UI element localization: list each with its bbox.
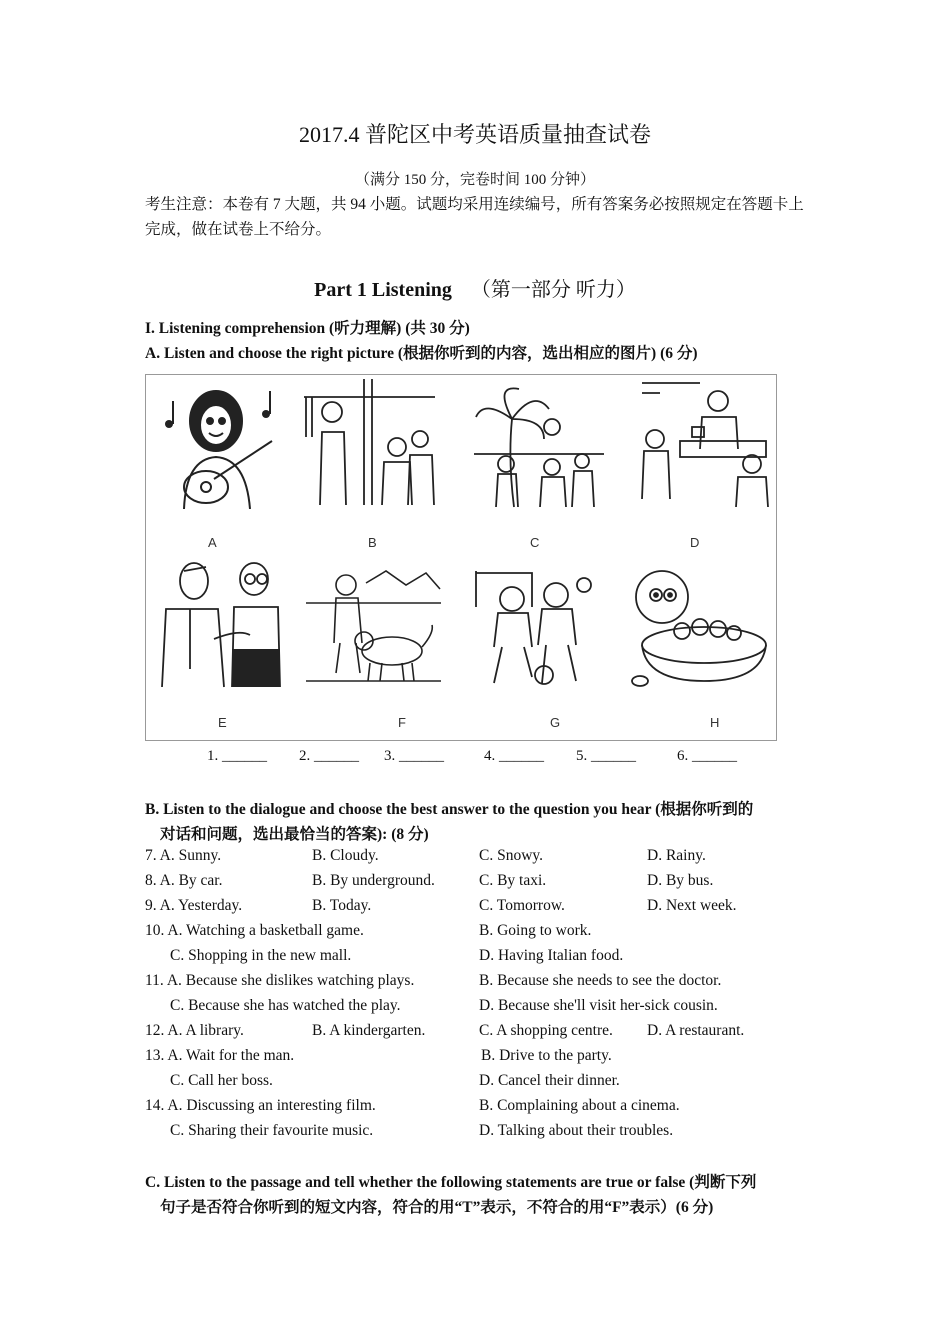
answer-option: B. Complaining about a cinema. bbox=[479, 1097, 680, 1114]
answer-option: 8. A. By car. bbox=[145, 872, 223, 889]
answer-option: C. Snowy. bbox=[479, 847, 544, 864]
woman-playing-guitar-icon bbox=[154, 379, 274, 504]
answer-option: D. By bus. bbox=[647, 872, 714, 889]
picture-letter-g: G bbox=[550, 715, 561, 730]
answer-option: D. Cancel their dinner. bbox=[479, 1072, 620, 1089]
picture-letter-f: F bbox=[398, 715, 406, 730]
boys-playing-football-icon bbox=[472, 567, 592, 692]
part-title-cn: （第一部分 听力） bbox=[470, 279, 636, 301]
answer-blank-1[interactable]: 1. ______ bbox=[207, 748, 267, 764]
answer-option: C. A shopping centre. bbox=[479, 1022, 613, 1039]
picture-letter-e: E bbox=[218, 715, 227, 730]
answer-blank-5[interactable]: 5. ______ bbox=[576, 748, 636, 764]
section-c-heading-line2: 句子是否符合你听到的短文内容，符合的用“T”表示，不符合的用“F”表示）(6 分) bbox=[160, 1199, 714, 1216]
section-b-heading-line2: 对话和问题，选出最恰当的答案): (8 分) bbox=[160, 826, 429, 843]
answer-option: 11. A. Because she dislikes watching plays. bbox=[145, 972, 415, 989]
girl-walking-dog-icon bbox=[306, 563, 426, 688]
answer-option: 9. A. Yesterday. bbox=[145, 897, 243, 914]
answer-option: B. A kindergarten. bbox=[312, 1022, 426, 1039]
business-meeting-icon bbox=[640, 379, 760, 504]
section-a-heading: A. Listen and choose the right picture (根据你听到的内容，选出相应的图片) (6 分) bbox=[145, 345, 698, 362]
part-title-en: Part 1 Listening bbox=[314, 279, 452, 301]
answer-option: C. Sharing their favourite music. bbox=[170, 1122, 374, 1139]
doctor-with-patient-icon bbox=[154, 559, 274, 684]
children-on-beach-icon bbox=[474, 379, 594, 504]
answer-option: D. Having Italian food. bbox=[479, 947, 624, 964]
answer-option: D. Because she'll visit her-sick cousin. bbox=[479, 997, 718, 1014]
answer-blank-2[interactable]: 2. ______ bbox=[299, 748, 359, 764]
answer-option: C. Shopping in the new mall. bbox=[170, 947, 352, 964]
answer-option: B. Drive to the party. bbox=[481, 1047, 612, 1064]
answer-blank-6[interactable]: 6. ______ bbox=[677, 748, 737, 764]
answer-option: D. Next week. bbox=[647, 897, 737, 914]
answer-option: B. Going to work. bbox=[479, 922, 592, 939]
section-b-heading-line1: B. Listen to the dialogue and choose the best answer to the question you hear (根据你听到的 bbox=[145, 801, 754, 818]
exam-title: 2017.4 普陀区中考英语质量抽查试卷 bbox=[298, 122, 651, 147]
answer-blank-3[interactable]: 3. ______ bbox=[384, 748, 444, 764]
answer-option: 13. A. Wait for the man. bbox=[145, 1047, 295, 1064]
picture-letter-h: H bbox=[710, 715, 720, 730]
exam-subtitle: （满分 150 分，完卷时间 100 分钟） bbox=[354, 172, 595, 188]
answer-option: B. Because she needs to see the doctor. bbox=[479, 972, 722, 989]
picture-letter-c: C bbox=[530, 535, 540, 550]
baby-in-bathtub-icon bbox=[622, 565, 742, 690]
answer-option: C. Because she has watched the play. bbox=[170, 997, 401, 1014]
people-in-subway-icon bbox=[302, 377, 422, 502]
answer-option: C. Tomorrow. bbox=[479, 897, 565, 914]
answer-option: C. Call her boss. bbox=[170, 1072, 273, 1089]
answer-option: 12. A. A library. bbox=[145, 1022, 244, 1039]
answer-option: D. Talking about their troubles. bbox=[479, 1122, 674, 1139]
answer-blank-4[interactable]: 4. ______ bbox=[484, 748, 544, 764]
picture-letter-b: B bbox=[368, 535, 377, 550]
exam-notice: 考生注意：本卷有 7 大题，共 94 小题。试题均采用连续编号，所有答案务必按照规定在答题卡上完成，做在试卷上不给分。 bbox=[145, 196, 804, 238]
answer-option: 7. A. Sunny. bbox=[145, 847, 222, 864]
section-c-heading-line1: C. Listen to the passage and tell whether the following statements are true or false (判断下列 bbox=[145, 1174, 757, 1191]
answer-option: 10. A. Watching a basketball game. bbox=[145, 922, 364, 939]
answer-option: B. Cloudy. bbox=[312, 847, 379, 864]
section-i-heading: I. Listening comprehension (听力理解) (共 30 分) bbox=[145, 320, 470, 337]
answer-option: D. A restaurant. bbox=[647, 1022, 745, 1039]
answer-option: C. By taxi. bbox=[479, 872, 547, 889]
answer-option: B. By underground. bbox=[312, 872, 435, 889]
picture-letter-a: A bbox=[208, 535, 217, 550]
answer-option: 14. A. Discussing an interesting film. bbox=[145, 1097, 376, 1114]
part-heading bbox=[0, 273, 950, 302]
answer-option: B. Today. bbox=[312, 897, 372, 914]
picture-letter-d: D bbox=[690, 535, 700, 550]
pictures-panel bbox=[145, 374, 777, 741]
answer-option: D. Rainy. bbox=[647, 847, 706, 864]
